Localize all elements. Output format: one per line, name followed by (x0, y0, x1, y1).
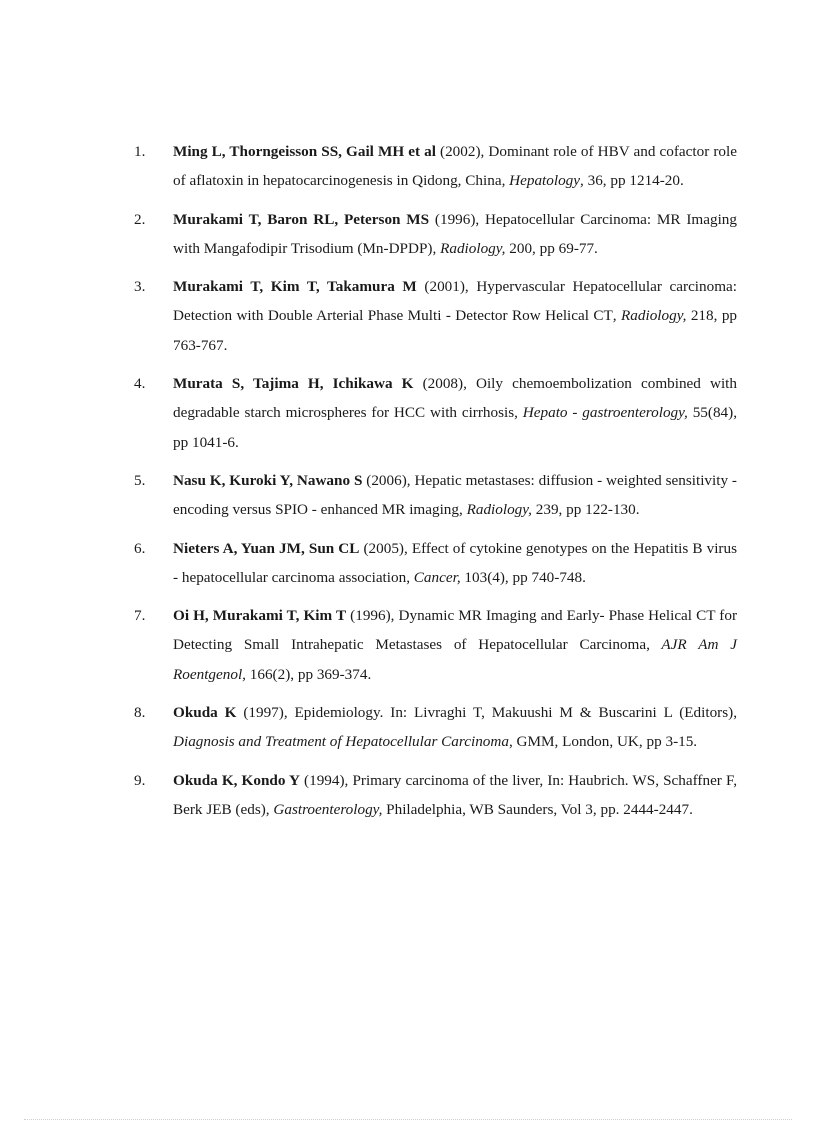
reference-number: 7. (134, 607, 146, 625)
reference-number: 4. (134, 375, 146, 393)
reference-authors: Murata S, Tajima H, Ichikawa K (173, 375, 414, 393)
reference-journal: Radiology, (440, 239, 506, 257)
reference-journal: Gastroenterology, (273, 800, 383, 818)
reference-authors: Ming L, Thorngeisson SS, Gail MH et al (173, 143, 436, 160)
reference-number: 1. (134, 143, 146, 160)
reference-details: , 36, pp 1214-20. (580, 172, 684, 190)
page-bottom-divider (24, 1119, 792, 1120)
reference-text: (2002), Dominant role of HBV and cofactor role of aflatoxin in hepatocarcinogenesis in Qidong, China (173, 143, 737, 190)
reference-details: 239, pp 122-130. (531, 501, 640, 519)
reference-text: (1997), Epidemiology. In: Livraghi T, Makuushi M & Buscarini L (Editors), (236, 704, 737, 722)
reference-authors: Murakami T, Kim T, Takamura M (173, 278, 417, 296)
reference-item (134, 137, 737, 196)
reference-item (134, 466, 737, 525)
reference-number: 6. (134, 539, 146, 557)
reference-details: 166(2), pp 369-374. (245, 665, 372, 683)
reference-list (134, 137, 737, 833)
reference-number: 3. (134, 278, 146, 296)
reference-details: Philadelphia, WB Saunders, Vol 3, pp. 2444-2447. (382, 800, 693, 818)
reference-journal: Radiology, (466, 501, 532, 519)
reference-authors: Murakami T, Baron RL, Peterson MS (173, 210, 430, 228)
reference-details: 103(4), pp 740-748. (460, 568, 586, 586)
reference-details: 55(84), pp 1041-6. (173, 404, 737, 451)
reference-authors: Nieters A, Yuan JM, Sun CL (173, 539, 360, 557)
reference-item (134, 601, 737, 689)
reference-item (134, 205, 737, 264)
reference-number: 5. (134, 471, 146, 489)
reference-journal: Hepato - gastroenterology, (522, 404, 688, 422)
reference-authors: Nasu K, Kuroki Y, Nawano S (173, 471, 363, 489)
reference-details: , GMM, London, UK, pp 3-15. (508, 733, 698, 751)
reference-item (134, 766, 737, 825)
reference-item (134, 369, 737, 457)
reference-journal: , AJR Am J Roentgenol, (173, 636, 737, 683)
reference-text: (1994), Primary carcinoma of the liver, In: Haubrich. WS, Schaffner F, Berk JEB (eds), (173, 771, 737, 818)
reference-text: (2006), Hepatic metastases: diffusion - weighted sensitivity - encoding versus SPIO - enhanced MR imaging, (173, 471, 737, 519)
reference-journal: Diagnosis and Treatment of Hepatocellular Carcinoma (173, 733, 509, 751)
reference-authors: Okuda K (173, 704, 237, 722)
reference-text: (1996), Hepatocellular Carcinoma: MR Imaging with Mangafodipir Trisodium (Mn-DPDP), (173, 210, 737, 257)
reference-journal: Cancer, (413, 568, 461, 586)
reference-journal: , Radiology, (612, 307, 687, 325)
reference-details: 200, pp 69-77. (505, 239, 598, 257)
reference-item (134, 272, 737, 360)
reference-text: (2001), Hypervascular Hepatocellular carcinoma: Detection with Double Arterial Phase Multi - Detector Row Helical CT (173, 278, 737, 325)
reference-text: (2008), Oily chemoembolization combined with degradable starch microspheres for HCC with cirrhosis, (173, 375, 737, 422)
reference-number: 2. (134, 210, 146, 228)
reference-authors: Okuda K, Kondo Y (173, 771, 300, 789)
reference-text: (1996), Dynamic MR Imaging and Early- Phase Helical CT for Detecting Small Intrahepatic Metastases of Hepatocellular Carcinoma (173, 607, 738, 654)
reference-journal: , Hepatology (501, 172, 581, 190)
reference-number: 8. (134, 704, 146, 722)
reference-details: 218, pp 763-767. (173, 307, 738, 354)
reference-authors: Oi H, Murakami T, Kim T (173, 607, 347, 625)
reference-number: 9. (134, 771, 146, 789)
reference-item (134, 698, 737, 757)
reference-text: (2005), Effect of cytokine genotypes on the Hepatitis B virus - hepatocellular carcinoma association, (173, 539, 737, 586)
reference-item (134, 534, 737, 593)
